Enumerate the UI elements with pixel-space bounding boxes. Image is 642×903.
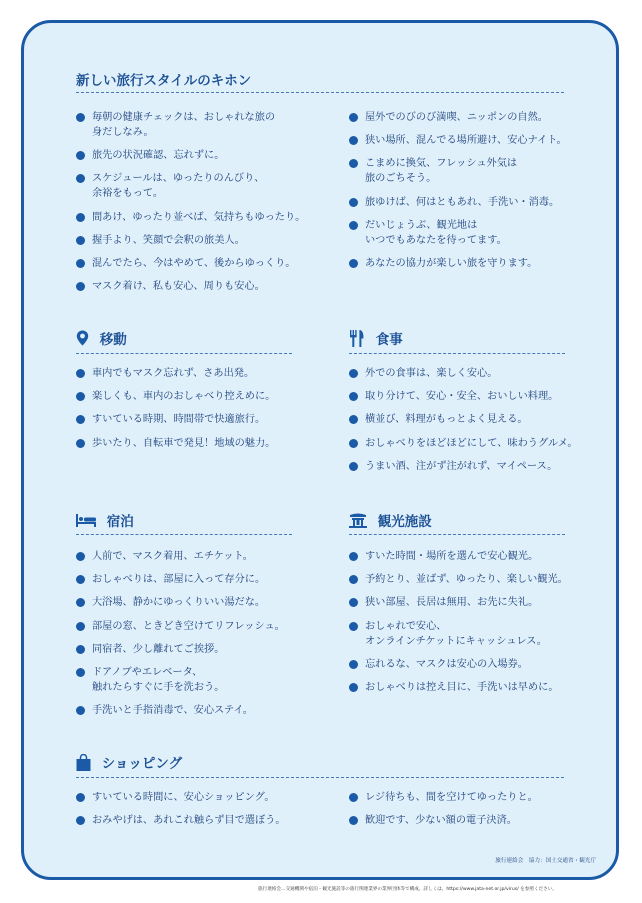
section-divider [349, 353, 565, 354]
shrine-icon [349, 512, 367, 532]
section-title-shukuhaku [76, 510, 134, 531]
bullet-icon [349, 683, 358, 692]
list-item-text: 混んでたら、今はやめて、後からゆっくり。 [92, 257, 296, 269]
list-item-text: 予約とり、並ばず、ゆったり、楽しい観光。 [365, 574, 568, 586]
list-item [349, 133, 589, 148]
bullet-icon [76, 645, 85, 654]
list-item [76, 436, 336, 451]
section-title-text: 観光施設 [377, 514, 432, 530]
list-item [76, 171, 341, 201]
bullet-icon [349, 259, 358, 268]
list-item-text: 屋外でのびのび満喫、ニッポンの自然。 [365, 112, 548, 123]
bullet-icon [76, 598, 85, 607]
bullet-icon [76, 415, 85, 424]
list-item [76, 110, 341, 140]
list-item [349, 572, 594, 587]
bullet-icon [349, 598, 358, 607]
section-title-text: 食事 [375, 332, 403, 348]
section-divider [76, 353, 292, 354]
list-item [349, 412, 594, 427]
list-item-text: 狭い場所、混んでる場所避け、安心ナイト。 [365, 135, 567, 147]
shokuji-list [349, 366, 594, 482]
list-item [349, 657, 594, 672]
bullet-icon [76, 213, 85, 222]
section-title-text: ショッピング [101, 756, 183, 772]
section-title-kankou [349, 510, 432, 532]
kihon-list-left [76, 110, 341, 302]
list-item [76, 572, 336, 587]
bullet-icon [76, 816, 85, 825]
list-item-text: 狭い部屋、長居は無用、お先に失礼。 [365, 597, 539, 609]
idou-list [76, 366, 336, 459]
bullet-icon [349, 622, 358, 631]
list-item-text: 楽しくも、車内のおしゃべり控えめに。 [92, 391, 276, 403]
list-item [76, 595, 336, 610]
location-pin-icon [76, 330, 89, 350]
list-item [349, 790, 594, 805]
list-item-text: おしゃべりをほどほどにして、味わうグルメ。 [365, 437, 578, 449]
list-item-text: 握手より、笑顔で会釈の旅美人。 [92, 234, 245, 246]
bullet-icon [76, 622, 85, 631]
list-item-text: 歩いたり、自転車で発見！地域の魅力。 [92, 437, 276, 449]
bullet-icon [76, 282, 85, 291]
list-item-text: 歓迎です、少ない額の電子決済。 [365, 815, 517, 827]
credit-footer: 旅行連絡会 協力：国土交通省・観光庁 [495, 858, 596, 864]
section-title-text: 移動 [99, 332, 127, 348]
bullet-icon [76, 259, 85, 268]
section-title-shokuji [349, 328, 403, 351]
list-item-text: 手洗いと手指消毒で、安心ステイ。 [92, 705, 253, 717]
fork-knife-icon [349, 330, 365, 351]
bullet-icon [349, 136, 358, 145]
list-item-text: 外での食事は、楽しく安心。 [365, 368, 498, 379]
list-item-text: 横並び、料理がもっとよく見える。 [365, 414, 528, 426]
list-item [76, 148, 341, 163]
section-title-idou [76, 328, 127, 350]
shopping-bag-icon [76, 754, 91, 775]
list-item-text: すいた時間・場所を選んで安心観光。 [365, 551, 539, 562]
list-item [349, 110, 589, 125]
list-item [76, 210, 341, 225]
list-item [76, 389, 336, 404]
footnote: 旅行連絡会…交通機関や宿泊・観光施設等の旅行関連業界の業界団体等で構成。詳しくは、https://www.jata-net.or.jp/virus/ を参照ください。 [258, 887, 557, 892]
list-item [76, 642, 336, 657]
bullet-icon [349, 462, 358, 471]
bullet-icon [76, 552, 85, 561]
list-item [76, 813, 336, 828]
list-item [76, 256, 341, 271]
bullet-icon [76, 174, 85, 183]
list-item-text: 忘れるな、マスクは安心の入場券。 [365, 658, 528, 670]
list-item [349, 459, 594, 474]
bullet-icon [76, 439, 85, 448]
bullet-icon [349, 575, 358, 584]
bullet-icon [349, 221, 358, 230]
list-item-text: だいじょうぶ、観光地は いつでもあなたを待ってます。 [365, 219, 507, 246]
list-item [76, 279, 341, 294]
bullet-icon [349, 392, 358, 401]
bullet-icon [349, 816, 358, 825]
bullet-icon [349, 793, 358, 802]
bullet-icon [349, 660, 358, 669]
kihon-list-right [349, 110, 589, 279]
list-item-text: マスク着け、私も安心、周りも安心。 [92, 281, 265, 293]
list-item-text: 間あけ、ゆったり並べば、気持ちもゆったり。 [92, 211, 306, 223]
list-item-text: 毎朝の健康チェックは、おしゃれな旅の 身だしなみ。 [92, 112, 276, 138]
list-item-text: レジ待ちも、間を空けてゆったりと。 [365, 792, 538, 803]
bullet-icon [349, 415, 358, 424]
bullet-icon [349, 369, 358, 378]
kankou-list [349, 549, 594, 703]
list-item [76, 549, 336, 564]
list-item [349, 366, 594, 381]
list-item-text: おしゃべりは、部屋に入って存分に。 [92, 574, 266, 586]
list-item [349, 436, 594, 451]
list-item [349, 256, 589, 271]
list-item [349, 389, 594, 404]
section-divider [76, 777, 564, 778]
section-divider [349, 534, 565, 535]
section-title-text: 新しい旅行スタイルのキホン [76, 73, 252, 89]
bullet-icon [76, 706, 85, 715]
list-item [76, 233, 341, 248]
list-item [76, 619, 336, 634]
section-divider [76, 534, 292, 535]
list-item-text: ドアノブやエレベータ、 触れたらすぐに手を洗おう。 [92, 666, 225, 693]
list-item [349, 549, 594, 564]
bed-icon [76, 513, 96, 531]
list-item-text: 旅ゆけば、何はともあれ、手洗い・消毒。 [365, 196, 560, 208]
list-item [76, 412, 336, 427]
list-item-text: すいている時間に、安心ショッピング。 [92, 792, 275, 803]
bullet-icon [76, 793, 85, 802]
bullet-icon [76, 236, 85, 245]
bullet-icon [76, 575, 85, 584]
bullet-icon [349, 159, 358, 168]
list-item [76, 703, 336, 718]
section-title-text: 宿泊 [106, 514, 134, 530]
list-item-text: 取り分けて、安心・安全、おいしい料理。 [365, 391, 559, 403]
bullet-icon [349, 198, 358, 207]
bullet-icon [76, 151, 85, 160]
list-item-text: すいている時期、時間帯で快適旅行。 [92, 414, 266, 426]
shopping-list-right [349, 790, 594, 836]
list-item-text: あなたの協力が楽しい旅を守ります。 [365, 257, 538, 269]
list-item-text: 同宿者、少し離れてご挨拶。 [92, 643, 225, 655]
section-title-kihon [76, 69, 251, 89]
list-item [349, 218, 589, 248]
bullet-icon [349, 439, 358, 448]
list-item-text: おみやげは、あれこれ触らず目で選ぼう。 [92, 815, 286, 827]
list-item-text: こまめに換気、フレッシュ外気は 旅のごちそう。 [365, 158, 518, 185]
bullet-icon [76, 369, 85, 378]
section-divider [76, 92, 564, 93]
list-item-text: うまい酒、注がず注がれず、マイペース。 [365, 460, 558, 472]
bullet-icon [349, 552, 358, 561]
list-item [349, 619, 594, 649]
list-item [349, 813, 594, 828]
list-item [349, 595, 594, 610]
list-item-text: おしゃれで安心、 オンラインチケットにキャッシュレス。 [365, 620, 547, 647]
list-item-text: おしゃべりは控え目に、手洗いは早めに。 [365, 681, 559, 693]
bullet-icon [76, 113, 85, 122]
shopping-list-left [76, 790, 336, 836]
list-item [76, 665, 336, 695]
list-item [349, 680, 594, 695]
section-title-shopping [76, 752, 182, 775]
list-item-text: 大浴場、静かにゆっくりいい湯だな。 [92, 597, 266, 609]
bullet-icon [76, 668, 85, 677]
list-item-text: 人前で、マスク着用、エチケット。 [92, 551, 253, 562]
list-item-text: 部屋の窓、ときどき空けてリフレッシュ。 [92, 620, 285, 632]
bullet-icon [76, 392, 85, 401]
list-item-text: 車内でもマスク忘れず、さあ出発。 [92, 368, 255, 379]
shukuhaku-list [76, 549, 336, 726]
list-item-text: スケジュールは、ゆったりのんびり、 余裕をもって。 [92, 173, 265, 200]
list-item [349, 156, 589, 186]
bullet-icon [349, 113, 358, 122]
list-item [349, 195, 589, 210]
list-item [76, 790, 336, 805]
list-item-text: 旅先の状況確認、忘れずに。 [92, 150, 225, 162]
list-item [76, 366, 336, 381]
